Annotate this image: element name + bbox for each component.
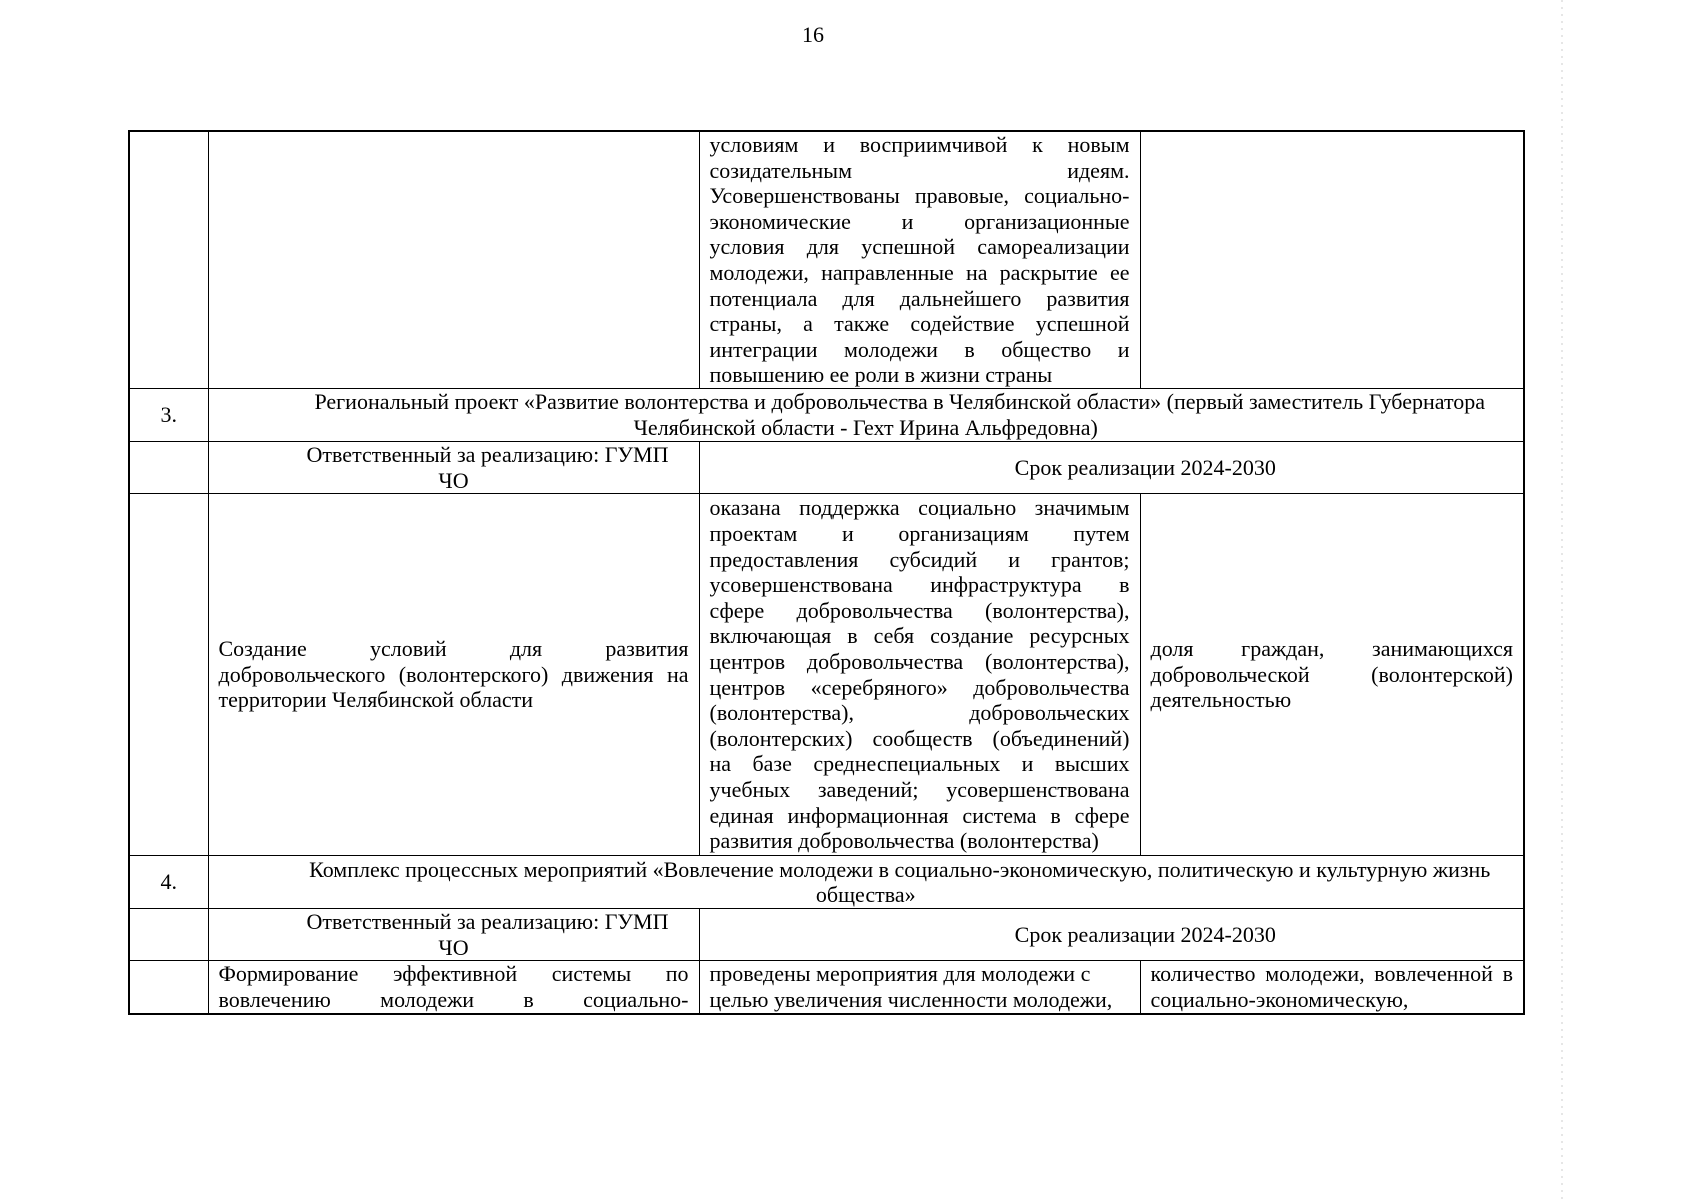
text-line: центров «серебряного» добровольчества <box>709 674 1130 700</box>
text-line: включающая в себя создание ресурсных <box>709 623 1130 649</box>
indicator-cell <box>1140 131 1524 388</box>
text-line: проектам и организациям путем <box>709 521 1130 547</box>
responsible-row <box>129 441 1524 493</box>
deadline-cell <box>699 909 1524 961</box>
content-row <box>129 494 1524 856</box>
text-line: добровольческой (волонтерской) <box>1150 661 1513 687</box>
text-line: ЧО <box>438 467 469 493</box>
row-number-cell <box>129 131 208 388</box>
text-line: на базе среднеспециальных и высших <box>709 751 1130 777</box>
text-line: оказана поддержка социально значимым <box>709 495 1130 521</box>
text-line: количество молодежи, вовлеченной в <box>1150 961 1513 987</box>
task-cell <box>208 131 699 388</box>
text-line: повышению ее роли в жизни страны <box>709 362 1053 388</box>
text-line: созидательным идеям. <box>709 157 1130 183</box>
text-line: (волонтерства), добровольческих <box>709 700 1130 726</box>
text-line: Ответственный за реализацию: ГУМП <box>306 441 669 467</box>
deadline-text: Срок реализации 2024-2030 <box>1014 454 1276 480</box>
text-line: условия для успешной самореализации <box>709 234 1130 260</box>
results-text <box>710 961 1130 1012</box>
text-line: Комплекс процессных мероприятий «Вовлечение молодежи в социально-экономическую, политическую и культурную жизнь <box>309 856 1491 882</box>
text-line: единая информационная система в сфере <box>709 802 1130 828</box>
text-line: общества» <box>815 882 916 908</box>
section-title-cell <box>208 388 1524 441</box>
text-line: ЧО <box>438 934 469 960</box>
text-line: территории Челябинской области <box>218 687 534 713</box>
text-line: (волонтерских) сообществ (объединений) <box>709 725 1130 751</box>
text-line: экономические и организационные <box>709 208 1130 234</box>
indicator-text <box>1151 636 1514 713</box>
text-line: проведены мероприятия для молодежи с <box>709 961 1091 987</box>
text-line: условиям и восприимчивой к новым <box>709 132 1130 157</box>
task-cell <box>208 494 699 856</box>
text-line: Усовершенствованы правовые, социально- <box>709 183 1130 209</box>
results-cell <box>699 494 1140 856</box>
row-number-cell <box>129 441 208 493</box>
responsible-text <box>219 909 689 960</box>
section-title <box>219 389 1514 440</box>
text-line: усовершенствована инфраструктура в <box>709 572 1130 598</box>
task-text <box>219 961 689 1012</box>
continuation-row <box>129 131 1524 388</box>
text-line: интеграции молодежи в общество и <box>709 336 1130 362</box>
responsible-cell <box>208 441 699 493</box>
responsible-text <box>219 442 689 493</box>
text-line: Челябинской области - Гехт Ирина Альфредовна) <box>633 414 1098 440</box>
responsible-row <box>129 909 1524 961</box>
scan-edge-artifact <box>1561 0 1563 1200</box>
text-line: предоставления субсидий и грантов; <box>709 546 1130 572</box>
indicator-cell <box>1140 961 1524 1014</box>
section-title <box>219 857 1514 908</box>
responsible-cell <box>208 909 699 961</box>
text-line: Ответственный за реализацию: ГУМП <box>306 909 669 935</box>
indicator-text <box>1151 961 1514 1012</box>
text-line: деятельностью <box>1150 687 1292 713</box>
text-line: Создание условий для развития <box>218 636 689 662</box>
page-number: 16 <box>802 22 824 47</box>
text-line: доля граждан, занимающихся <box>1150 636 1513 662</box>
indicator-cell <box>1140 494 1524 856</box>
task-cell <box>208 961 699 1014</box>
text-line: сфере добровольчества (волонтерства), <box>709 597 1130 623</box>
section-number: 4. <box>129 856 208 909</box>
text-line: социально-экономическую, <box>1150 986 1409 1012</box>
row-number-cell <box>129 909 208 961</box>
text-line: страны, а также содействие успешной <box>709 311 1130 337</box>
text-line: Формирование эффективной системы по <box>218 961 689 987</box>
results-cell <box>699 131 1140 388</box>
text-line: учебных заведений; усовершенствована <box>709 777 1130 802</box>
results-cell <box>699 961 1140 1014</box>
content-row <box>129 961 1524 1014</box>
text-line: целью увеличения численности молодежи, <box>709 986 1113 1012</box>
text-line: добровольческого (волонтерского) движения на <box>218 661 689 687</box>
text-line: потенциала для дальнейшего развития <box>709 285 1130 311</box>
text-line: молодежи, направленные на раскрытие ее <box>709 259 1130 285</box>
section-header-row <box>129 388 1524 441</box>
deadline-text: Срок реализации 2024-2030 <box>1014 921 1276 947</box>
text-line: Региональный проект «Развитие волонтерства и добровольчества в Челябинской области» (первый заместитель Губернатора <box>314 389 1486 415</box>
row-number-cell <box>129 961 208 1014</box>
section-header-row <box>129 856 1524 909</box>
results-text <box>710 132 1130 388</box>
row-number-cell <box>129 494 208 856</box>
text-line: вовлечению молодежи в социально- <box>218 986 689 1012</box>
task-text <box>219 636 689 713</box>
text-line: центров добровольчества (волонтерства), <box>709 649 1130 675</box>
deadline-cell <box>699 441 1524 493</box>
text-line: развития добровольчества (волонтерства) <box>709 828 1099 854</box>
results-text <box>710 495 1130 853</box>
section-number: 3. <box>129 388 208 441</box>
section-title-cell <box>208 856 1524 909</box>
program-table <box>128 130 1525 1015</box>
